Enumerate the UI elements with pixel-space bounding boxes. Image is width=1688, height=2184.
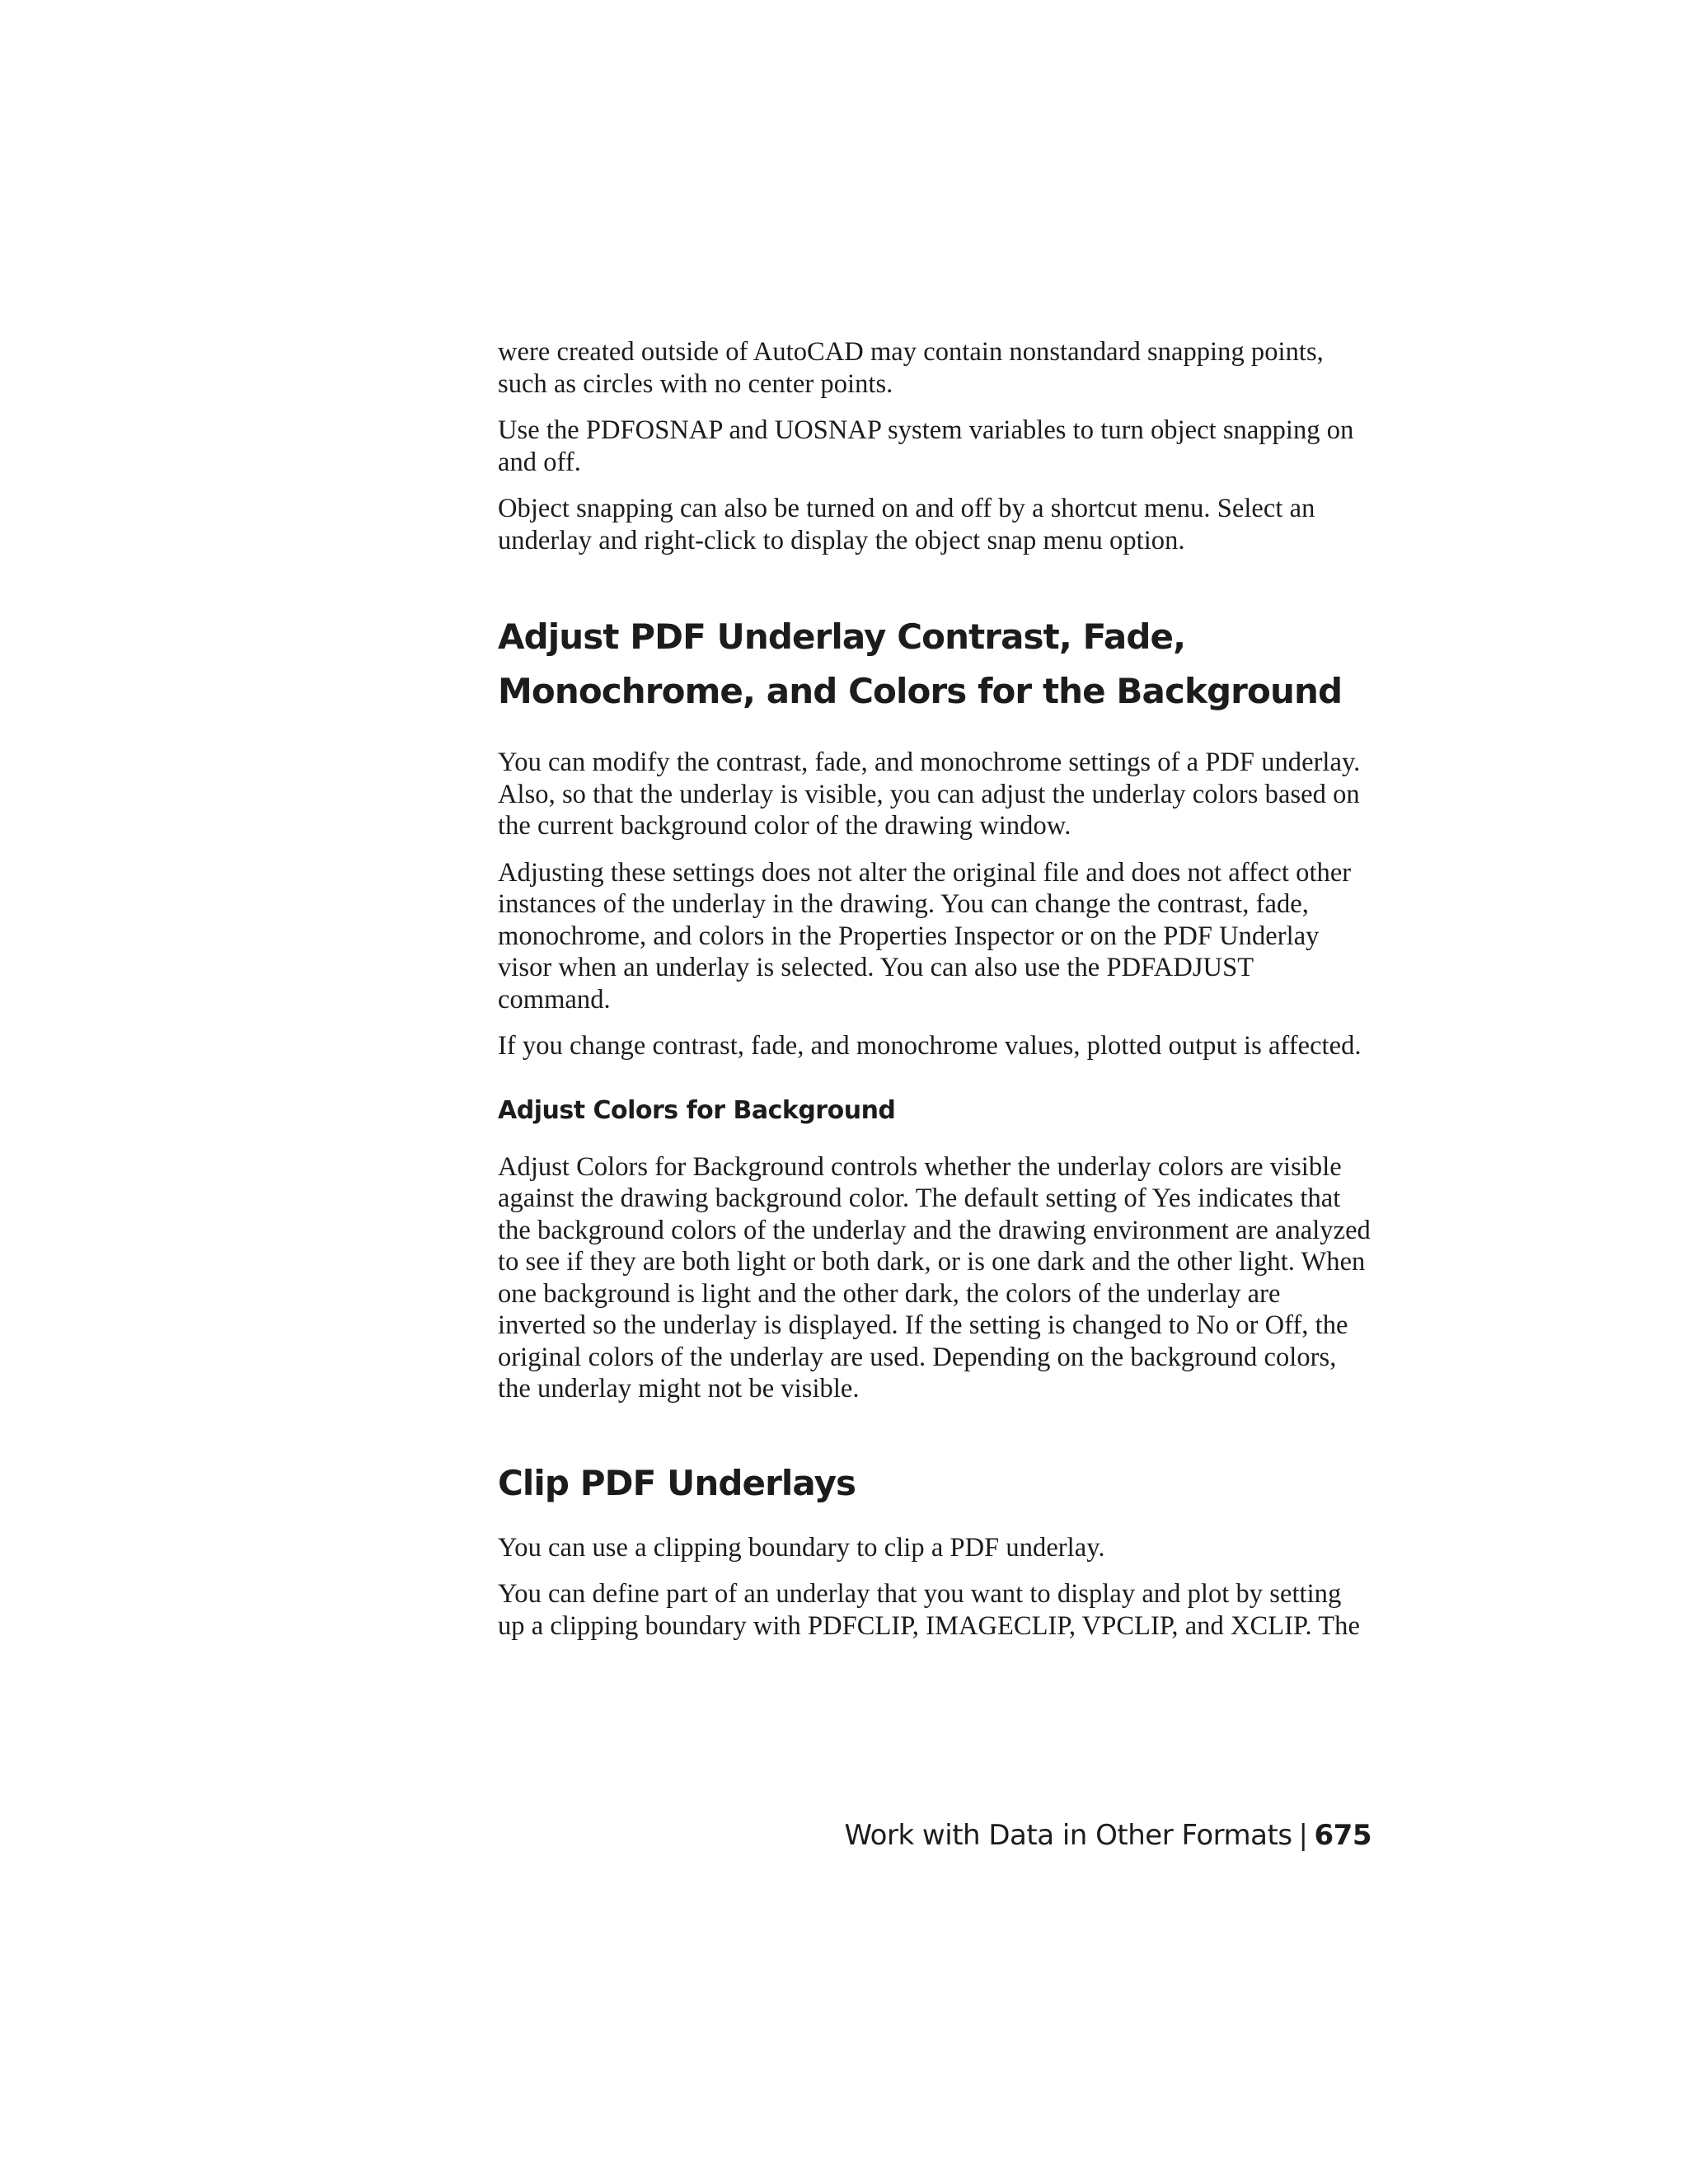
subheading-adjust-colors: Adjust Colors for Background [498, 1095, 896, 1125]
footer-chapter-title: Work with Data in Other Formats [844, 1819, 1292, 1852]
footer-separator: | [1298, 1819, 1308, 1852]
intro-paragraph-2: Use the PDFOSNAP and UOSNAP system variables to turn object snapping on and off. [498, 415, 1354, 477]
adjust-paragraph-1: You can modify the contrast, fade, and monochrome settings of a PDF underlay. Also, so that the underlay is visible, you can adjust the underlay colors based on the current background color of the drawing window. [498, 748, 1361, 841]
adjust-paragraph-2: Adjusting these settings does not alter the original file and does not affect other instances of the underlay in the drawing. You can change the contrast, fade, monochrome, and colors in the Properties Inspector or on the PDF Underlay visor when an underlay is selected. You can also use the PDFADJUST command. [498, 857, 1352, 1015]
clip-paragraph-2: You can define part of an underlay that you want to display and plot by setting up a clipping boundary with PDFCLIP, IMAGECLIP, VPCLIP, and XCLIP. The [498, 1579, 1360, 1641]
section-heading-adjust: Adjust PDF Underlay Contrast, Fade, Monochrome, and Colors for the Background [498, 616, 1343, 711]
clip-paragraph-1: You can use a clipping boundary to clip a PDF underlay. [498, 1532, 1105, 1563]
page-content [498, 336, 1372, 1642]
page-footer [845, 1819, 1372, 1852]
adjust-colors-paragraph: Adjust Colors for Background controls whether the underlay colors are visible against the drawing background color. The default setting of Yes indicates that the background colors of the underlay and the drawing environment are analyzed to see if they are both light or both dark, or is one dark and the other light. When one background is light and the other dark, the colors of the underlay are inverted so the underlay is displayed. If the setting is changed to No or Off, the original colors of the underlay are used. Depending on the background colors, the underlay might not be visible. [498, 1151, 1371, 1404]
section-heading-clip: Clip PDF Underlays [498, 1462, 856, 1503]
footer-page-number: 675 [1314, 1819, 1372, 1852]
intro-paragraph-1: were created outside of AutoCAD may contain nonstandard snapping points, such as circles with no center points. [498, 337, 1324, 399]
adjust-paragraph-3: If you change contrast, fade, and monochrome values, plotted output is affected. [498, 1031, 1362, 1061]
intro-paragraph-3: Object snapping can also be turned on and off by a shortcut menu. Select an underlay and right-click to display the object snap menu option. [498, 494, 1315, 555]
